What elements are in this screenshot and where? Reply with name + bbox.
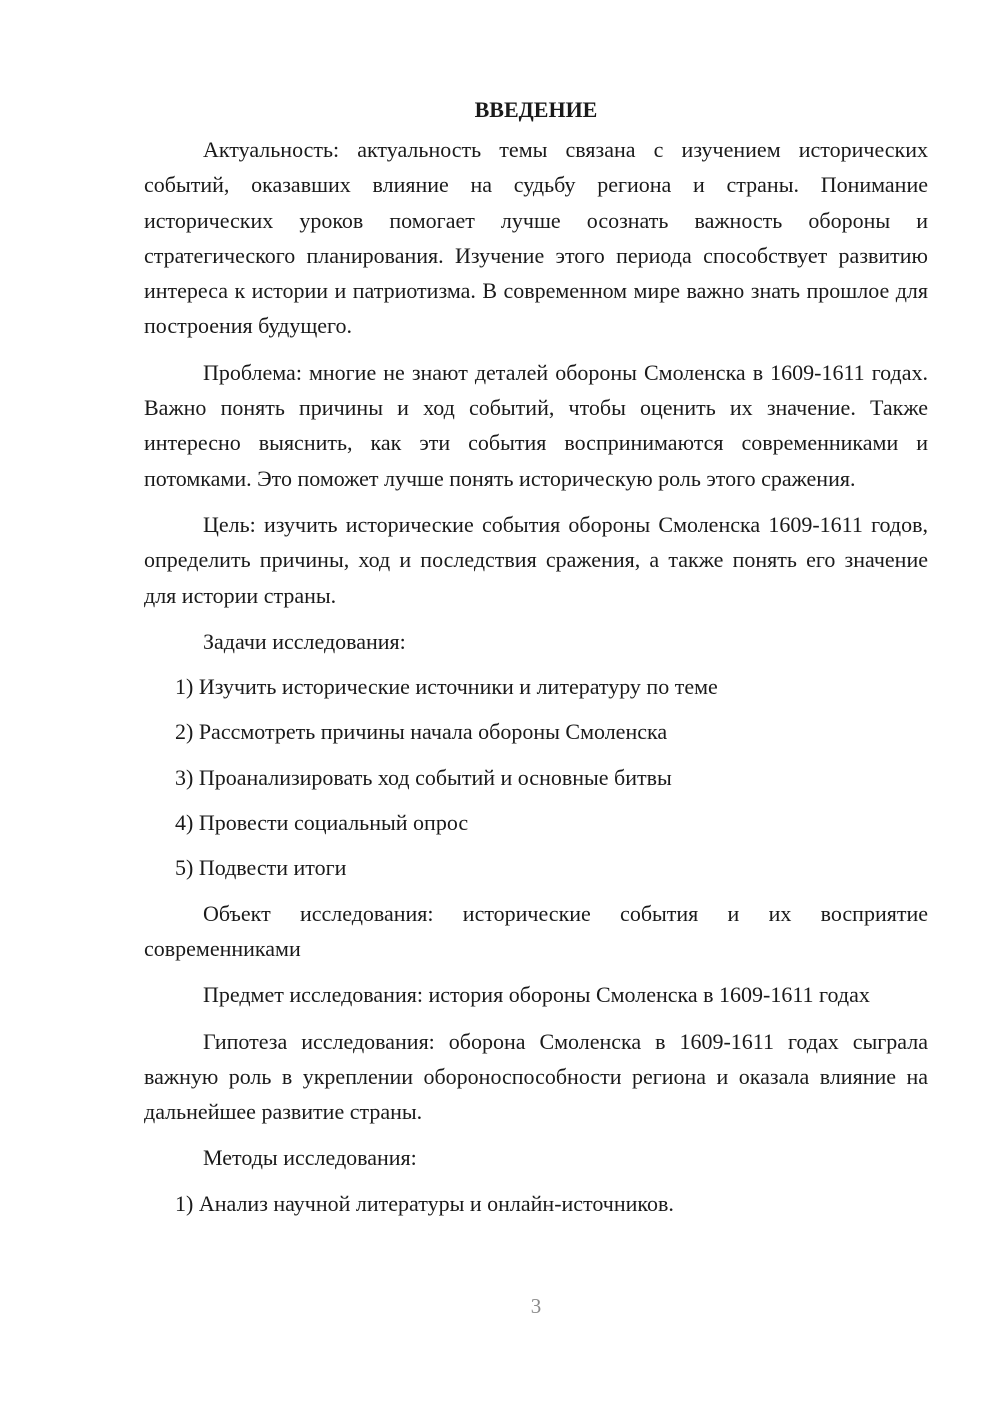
hypothesis-paragraph: Гипотеза исследования: оборона Смоленска в 1609-1611 годах сыграла важную роль в укреплении обороноспособности региона и оказала влияние на дальнейшее развитие страны. [144,1028,928,1125]
task-item-3: 3) Проанализировать ход событий и основные битвы [175,764,672,790]
goal-paragraph: Цель: изучить исторические события обороны Смоленска 1609-1611 годов, определить причины, ход и последствия сражения, а также понять его значение для истории страны. [144,511,928,608]
problem-paragraph: Проблема: многие не знают деталей обороны Смоленска в 1609-1611 годах. Важно понять причины и ход событий, чтобы оценить их значение. Также интересно выяснить, как эти события воспринимаются современниками и потомками. Это поможет лучше понять историческую роль этого сражения. [144,359,928,491]
tasks-heading: Задачи исследования: [203,628,406,654]
tasks-list [144,669,928,885]
task-item-4: 4) Провести социальный опрос [175,810,469,836]
methods-list [144,1186,928,1221]
document-page [144,96,928,1221]
methods-heading: Методы исследования: [203,1145,417,1171]
page-number: 3 [530,1294,542,1318]
subject-paragraph: Предмет исследования: история обороны Смоленска в 1609-1611 годах [203,982,870,1008]
method-item-1: 1) Анализ научной литературы и онлайн-источников. [175,1190,674,1216]
section-title: ВВЕДЕНИЕ [474,97,598,122]
object-paragraph: Объект исследования: исторические события и их восприятие современниками [144,900,928,961]
task-item-2: 2) Рассмотреть причины начала обороны Смоленска [175,719,668,745]
task-item-1: 1) Изучить исторические источники и литературу по теме [175,674,718,700]
relevance-paragraph: Актуальность: актуальность темы связана с изучением исторических событий, оказавших влияние на судьбу региона и страны. Понимание исторических уроков помогает лучше осознать важность обороны и стратегического планирования. Изучение этого периода способствует развитию интереса к истории и патриотизма. В современном мире важно знать прошлое для построения будущего. [144,137,928,339]
task-item-5: 5) Подвести итоги [175,855,347,881]
